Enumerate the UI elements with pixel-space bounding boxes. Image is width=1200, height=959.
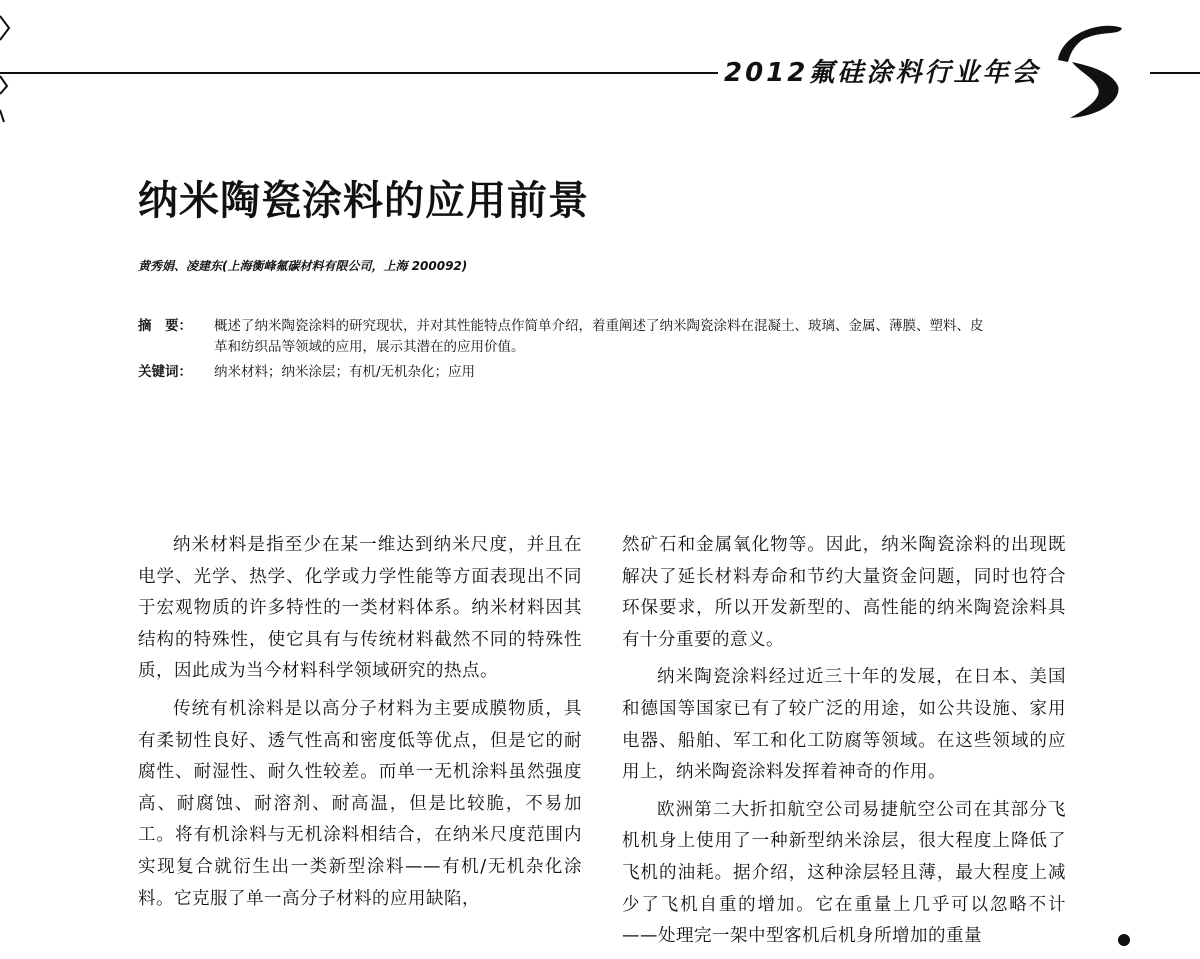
keywords-label: 关键词： bbox=[138, 364, 192, 380]
conference-header: 2012氟硅涂料行业年会 bbox=[718, 56, 1046, 90]
authors-affiliation: 黄秀娟、凌建东(上海衡峰氟碳材料有限公司，上海 200092) bbox=[138, 259, 468, 273]
body-paragraph: 传统有机涂料是以高分子材料为主要成膜物质，具有柔韧性良好、透气性高和密度低等优点，但是它的耐腐性、耐湿性、耐久性较差。而单一无机涂料虽然强度高、耐腐蚀、耐溶剂、耐高温，但是比较脆，不易加工。将有机涂料与无机涂料相结合，在纳米尺度范围内实现复合就衍生出一类新型涂料——有机/无机杂化涂料。它克服了单一高分子材料的应用缺陷， bbox=[138, 698, 582, 909]
body-paragraph: 纳米材料是指至少在某一维达到纳米尺度，并且在电学、光学、热学、化学或力学性能等方面表现出不同于宏观物质的许多特性的一类材料体系。纳米材料因其结构的特殊性，使它具有与传统材料截然不同的特殊性质，因此成为当今材料科学领域研究的热点。 bbox=[138, 535, 582, 682]
body-column-left bbox=[138, 530, 582, 921]
margin-dot-icon bbox=[1118, 934, 1130, 946]
abstract-text: 概述了纳米陶瓷涂料的研究现状，并对其性能特点作简单介绍，着重阐述了纳米陶瓷涂料在混凝土、玻璃、金属、薄膜、塑料、皮革和纺织品等领域的应用，展示其潜在的应用价值。 bbox=[214, 318, 984, 355]
abstract-block bbox=[138, 316, 988, 358]
abstract-label: 摘 要： bbox=[138, 318, 192, 334]
body-paragraph-continued: 然矿石和金属氧化物等。因此，纳米陶瓷涂料的出现既解决了延长材料寿命和节约大量资金问题，同时也符合环保要求，所以开发新型的、高性能的纳米陶瓷涂料具有十分重要的意义。 bbox=[622, 535, 1066, 650]
header-rule-left bbox=[0, 72, 720, 74]
conference-logo-icon bbox=[1040, 20, 1130, 120]
keywords-block bbox=[138, 362, 988, 383]
article-title: 纳米陶瓷涂料的应用前景 bbox=[138, 178, 589, 224]
keywords-text: 纳米材料；纳米涂层；有机/无机杂化；应用 bbox=[214, 364, 476, 380]
edge-mark-icon bbox=[0, 14, 12, 124]
body-column-right bbox=[622, 530, 1066, 959]
body-paragraph: 欧洲第二大折扣航空公司易捷航空公司在其部分飞机机身上使用了一种新型纳米涂层，很大程度上降低了飞机的油耗。据介绍，这种涂层轻且薄，最大程度上减少了飞机自重的增加。它在重量上几乎可以忽略不计——处理完一架中型客机后机身所增加的重量 bbox=[622, 799, 1066, 947]
body-paragraph: 纳米陶瓷涂料经过近三十年的发展，在日本、美国和德国等国家已有了较广泛的用途，如公共设施、家用电器、船舶、军工和化工防腐等领域。在这些领域的应用上，纳米陶瓷涂料发挥着神奇的作用。 bbox=[622, 667, 1066, 783]
header-rule-right bbox=[1150, 72, 1200, 74]
